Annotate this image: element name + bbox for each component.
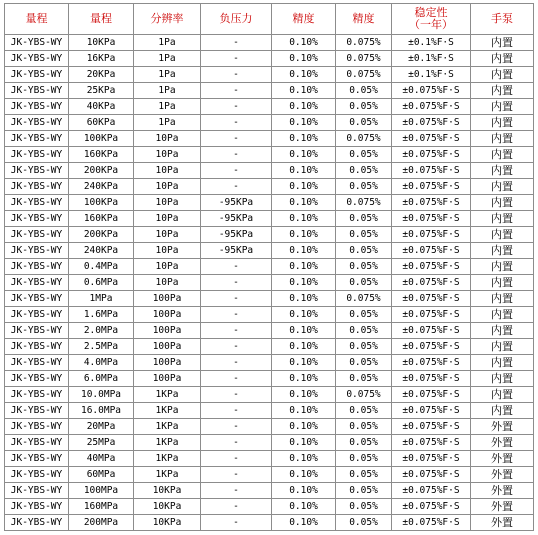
range-cell: 25KPa xyxy=(69,83,134,99)
negative-pressure-cell: - xyxy=(201,115,272,131)
model-cell: JK-YBS-WY xyxy=(5,195,69,211)
stability-cell: ±0.075%F·S xyxy=(392,147,471,163)
table-row xyxy=(5,355,534,371)
negative-pressure-cell: -95KPa xyxy=(201,195,272,211)
resolution-cell: 10Pa xyxy=(134,163,201,179)
model-cell: JK-YBS-WY xyxy=(5,307,69,323)
resolution-cell: 1Pa xyxy=(134,51,201,67)
model-cell: JK-YBS-WY xyxy=(5,483,69,499)
range-cell: 20KPa xyxy=(69,67,134,83)
table-row xyxy=(5,387,534,403)
model-cell: JK-YBS-WY xyxy=(5,515,69,531)
resolution-cell: 100Pa xyxy=(134,307,201,323)
hand-pump-cell: 内置 xyxy=(471,355,534,371)
table-row xyxy=(5,227,534,243)
resolution-cell: 10Pa xyxy=(134,131,201,147)
hand-pump-cell: 内置 xyxy=(471,339,534,355)
negative-pressure-cell: -95KPa xyxy=(201,227,272,243)
accuracy-2-cell: 0.05% xyxy=(336,115,392,131)
hand-pump-cell: 外置 xyxy=(471,499,534,515)
negative-pressure-cell: - xyxy=(201,451,272,467)
range-cell: 200MPa xyxy=(69,515,134,531)
range-cell: 20MPa xyxy=(69,419,134,435)
stability-cell: ±0.075%F·S xyxy=(392,227,471,243)
table-row xyxy=(5,515,534,531)
model-cell: JK-YBS-WY xyxy=(5,467,69,483)
model-cell: JK-YBS-WY xyxy=(5,451,69,467)
accuracy-2-cell: 0.05% xyxy=(336,451,392,467)
accuracy-cell: 0.10% xyxy=(272,163,336,179)
model-cell: JK-YBS-WY xyxy=(5,499,69,515)
resolution-cell: 1KPa xyxy=(134,451,201,467)
resolution-cell: 1KPa xyxy=(134,419,201,435)
pressure-calibrator-spec-table xyxy=(4,3,534,531)
model-cell: JK-YBS-WY xyxy=(5,275,69,291)
negative-pressure-cell: - xyxy=(201,179,272,195)
stability-cell: ±0.075%F·S xyxy=(392,515,471,531)
negative-pressure-cell: - xyxy=(201,387,272,403)
range-cell: 160MPa xyxy=(69,499,134,515)
spec-table-container xyxy=(4,3,534,531)
header-accuracy: 精度 xyxy=(272,4,336,35)
hand-pump-cell: 内置 xyxy=(471,243,534,259)
stability-cell: ±0.075%F·S xyxy=(392,211,471,227)
accuracy-2-cell: 0.05% xyxy=(336,163,392,179)
hand-pump-cell: 内置 xyxy=(471,67,534,83)
accuracy-2-cell: 0.075% xyxy=(336,291,392,307)
range-cell: 60MPa xyxy=(69,467,134,483)
resolution-cell: 10KPa xyxy=(134,483,201,499)
resolution-cell: 100Pa xyxy=(134,323,201,339)
hand-pump-cell: 内置 xyxy=(471,291,534,307)
accuracy-cell: 0.10% xyxy=(272,419,336,435)
resolution-cell: 100Pa xyxy=(134,339,201,355)
accuracy-2-cell: 0.05% xyxy=(336,179,392,195)
negative-pressure-cell: - xyxy=(201,339,272,355)
model-cell: JK-YBS-WY xyxy=(5,67,69,83)
hand-pump-cell: 内置 xyxy=(471,307,534,323)
accuracy-cell: 0.10% xyxy=(272,387,336,403)
range-cell: 0.6MPa xyxy=(69,275,134,291)
negative-pressure-cell: - xyxy=(201,291,272,307)
range-cell: 2.0MPa xyxy=(69,323,134,339)
header-stability xyxy=(392,4,471,35)
resolution-cell: 10Pa xyxy=(134,243,201,259)
stability-cell: ±0.075%F·S xyxy=(392,275,471,291)
accuracy-2-cell: 0.075% xyxy=(336,195,392,211)
negative-pressure-cell: - xyxy=(201,67,272,83)
accuracy-2-cell: 0.05% xyxy=(336,403,392,419)
resolution-cell: 10Pa xyxy=(134,275,201,291)
range-cell: 200KPa xyxy=(69,227,134,243)
hand-pump-cell: 内置 xyxy=(471,387,534,403)
range-cell: 4.0MPa xyxy=(69,355,134,371)
table-row xyxy=(5,339,534,355)
range-cell: 25MPa xyxy=(69,435,134,451)
stability-cell: ±0.075%F·S xyxy=(392,355,471,371)
stability-cell: ±0.075%F·S xyxy=(392,99,471,115)
table-row xyxy=(5,323,534,339)
model-cell: JK-YBS-WY xyxy=(5,435,69,451)
accuracy-2-cell: 0.05% xyxy=(336,211,392,227)
accuracy-cell: 0.10% xyxy=(272,515,336,531)
negative-pressure-cell: - xyxy=(201,163,272,179)
resolution-cell: 1KPa xyxy=(134,387,201,403)
accuracy-cell: 0.10% xyxy=(272,323,336,339)
hand-pump-cell: 内置 xyxy=(471,227,534,243)
negative-pressure-cell: - xyxy=(201,355,272,371)
table-row xyxy=(5,131,534,147)
range-cell: 100MPa xyxy=(69,483,134,499)
stability-cell: ±0.1%F·S xyxy=(392,67,471,83)
accuracy-2-cell: 0.075% xyxy=(336,35,392,51)
accuracy-cell: 0.10% xyxy=(272,179,336,195)
resolution-cell: 100Pa xyxy=(134,355,201,371)
stability-cell: ±0.075%F·S xyxy=(392,163,471,179)
accuracy-2-cell: 0.05% xyxy=(336,83,392,99)
model-cell: JK-YBS-WY xyxy=(5,355,69,371)
range-cell: 16KPa xyxy=(69,51,134,67)
hand-pump-cell: 内置 xyxy=(471,163,534,179)
hand-pump-cell: 外置 xyxy=(471,451,534,467)
accuracy-cell: 0.10% xyxy=(272,371,336,387)
model-cell: JK-YBS-WY xyxy=(5,83,69,99)
header-row xyxy=(5,4,534,35)
model-cell: JK-YBS-WY xyxy=(5,323,69,339)
table-body xyxy=(5,35,534,531)
resolution-cell: 10Pa xyxy=(134,195,201,211)
accuracy-2-cell: 0.05% xyxy=(336,355,392,371)
accuracy-cell: 0.10% xyxy=(272,227,336,243)
stability-cell: ±0.075%F·S xyxy=(392,435,471,451)
negative-pressure-cell: -95KPa xyxy=(201,243,272,259)
resolution-cell: 1KPa xyxy=(134,467,201,483)
resolution-cell: 10Pa xyxy=(134,179,201,195)
range-cell: 40KPa xyxy=(69,99,134,115)
hand-pump-cell: 内置 xyxy=(471,195,534,211)
resolution-cell: 100Pa xyxy=(134,371,201,387)
stability-cell: ±0.075%F·S xyxy=(392,243,471,259)
hand-pump-cell: 外置 xyxy=(471,419,534,435)
negative-pressure-cell: - xyxy=(201,51,272,67)
table-row xyxy=(5,51,534,67)
stability-cell: ±0.075%F·S xyxy=(392,131,471,147)
negative-pressure-cell: - xyxy=(201,371,272,387)
table-row xyxy=(5,275,534,291)
resolution-cell: 10KPa xyxy=(134,515,201,531)
range-cell: 40MPa xyxy=(69,451,134,467)
hand-pump-cell: 内置 xyxy=(471,99,534,115)
table-row xyxy=(5,499,534,515)
negative-pressure-cell: - xyxy=(201,323,272,339)
accuracy-cell: 0.10% xyxy=(272,35,336,51)
hand-pump-cell: 内置 xyxy=(471,323,534,339)
hand-pump-cell: 内置 xyxy=(471,211,534,227)
range-cell: 240KPa xyxy=(69,179,134,195)
accuracy-cell: 0.10% xyxy=(272,275,336,291)
resolution-cell: 10Pa xyxy=(134,147,201,163)
stability-cell: ±0.075%F·S xyxy=(392,371,471,387)
model-cell: JK-YBS-WY xyxy=(5,147,69,163)
resolution-cell: 10Pa xyxy=(134,211,201,227)
accuracy-cell: 0.10% xyxy=(272,195,336,211)
range-cell: 60KPa xyxy=(69,115,134,131)
header-range: 量程 xyxy=(69,4,134,35)
stability-cell: ±0.075%F·S xyxy=(392,115,471,131)
accuracy-2-cell: 0.05% xyxy=(336,371,392,387)
hand-pump-cell: 内置 xyxy=(471,35,534,51)
stability-cell: ±0.1%F·S xyxy=(392,35,471,51)
stability-cell: ±0.075%F·S xyxy=(392,451,471,467)
range-cell: 6.0MPa xyxy=(69,371,134,387)
negative-pressure-cell: - xyxy=(201,435,272,451)
range-cell: 0.4MPa xyxy=(69,259,134,275)
negative-pressure-cell: - xyxy=(201,483,272,499)
header-stability-line1: 稳定性 xyxy=(414,6,448,19)
range-cell: 200KPa xyxy=(69,163,134,179)
stability-cell: ±0.075%F·S xyxy=(392,403,471,419)
accuracy-cell: 0.10% xyxy=(272,499,336,515)
negative-pressure-cell: - xyxy=(201,131,272,147)
accuracy-cell: 0.10% xyxy=(272,115,336,131)
accuracy-2-cell: 0.05% xyxy=(336,515,392,531)
model-cell: JK-YBS-WY xyxy=(5,291,69,307)
accuracy-cell: 0.10% xyxy=(272,211,336,227)
table-row xyxy=(5,307,534,323)
header-stability-line2: （一年） xyxy=(409,18,453,31)
accuracy-cell: 0.10% xyxy=(272,355,336,371)
model-cell: JK-YBS-WY xyxy=(5,179,69,195)
negative-pressure-cell: -95KPa xyxy=(201,211,272,227)
model-cell: JK-YBS-WY xyxy=(5,227,69,243)
hand-pump-cell: 内置 xyxy=(471,51,534,67)
resolution-cell: 10KPa xyxy=(134,499,201,515)
stability-cell: ±0.075%F·S xyxy=(392,419,471,435)
header-negative-pressure: 负压力 xyxy=(201,4,272,35)
accuracy-2-cell: 0.05% xyxy=(336,499,392,515)
accuracy-2-cell: 0.075% xyxy=(336,387,392,403)
negative-pressure-cell: - xyxy=(201,275,272,291)
table-row xyxy=(5,99,534,115)
accuracy-cell: 0.10% xyxy=(272,403,336,419)
hand-pump-cell: 内置 xyxy=(471,115,534,131)
range-cell: 160KPa xyxy=(69,211,134,227)
hand-pump-cell: 内置 xyxy=(471,83,534,99)
table-row xyxy=(5,163,534,179)
negative-pressure-cell: - xyxy=(201,307,272,323)
accuracy-cell: 0.10% xyxy=(272,435,336,451)
negative-pressure-cell: - xyxy=(201,147,272,163)
table-row xyxy=(5,467,534,483)
header-resolution: 分辨率 xyxy=(134,4,201,35)
resolution-cell: 10Pa xyxy=(134,227,201,243)
model-cell: JK-YBS-WY xyxy=(5,259,69,275)
stability-cell: ±0.075%F·S xyxy=(392,83,471,99)
accuracy-2-cell: 0.05% xyxy=(336,419,392,435)
accuracy-2-cell: 0.075% xyxy=(336,51,392,67)
resolution-cell: 1Pa xyxy=(134,99,201,115)
accuracy-cell: 0.10% xyxy=(272,243,336,259)
negative-pressure-cell: - xyxy=(201,259,272,275)
stability-cell: ±0.075%F·S xyxy=(392,195,471,211)
range-cell: 16.0MPa xyxy=(69,403,134,419)
model-cell: JK-YBS-WY xyxy=(5,419,69,435)
accuracy-2-cell: 0.05% xyxy=(336,243,392,259)
table-row xyxy=(5,403,534,419)
accuracy-2-cell: 0.05% xyxy=(336,307,392,323)
stability-cell: ±0.075%F·S xyxy=(392,179,471,195)
resolution-cell: 10Pa xyxy=(134,259,201,275)
model-cell: JK-YBS-WY xyxy=(5,387,69,403)
accuracy-2-cell: 0.075% xyxy=(336,67,392,83)
accuracy-cell: 0.10% xyxy=(272,51,336,67)
hand-pump-cell: 外置 xyxy=(471,515,534,531)
hand-pump-cell: 内置 xyxy=(471,371,534,387)
table-row xyxy=(5,35,534,51)
accuracy-cell: 0.10% xyxy=(272,131,336,147)
accuracy-2-cell: 0.05% xyxy=(336,275,392,291)
hand-pump-cell: 内置 xyxy=(471,275,534,291)
table-row xyxy=(5,483,534,499)
header-model: 量程 xyxy=(5,4,69,35)
hand-pump-cell: 内置 xyxy=(471,179,534,195)
stability-cell: ±0.075%F·S xyxy=(392,499,471,515)
hand-pump-cell: 内置 xyxy=(471,403,534,419)
model-cell: JK-YBS-WY xyxy=(5,131,69,147)
accuracy-cell: 0.10% xyxy=(272,67,336,83)
table-row xyxy=(5,147,534,163)
model-cell: JK-YBS-WY xyxy=(5,99,69,115)
stability-cell: ±0.075%F·S xyxy=(392,339,471,355)
stability-cell: ±0.075%F·S xyxy=(392,259,471,275)
accuracy-2-cell: 0.05% xyxy=(336,467,392,483)
negative-pressure-cell: - xyxy=(201,99,272,115)
table-row xyxy=(5,67,534,83)
negative-pressure-cell: - xyxy=(201,499,272,515)
accuracy-cell: 0.10% xyxy=(272,467,336,483)
accuracy-cell: 0.10% xyxy=(272,291,336,307)
negative-pressure-cell: - xyxy=(201,35,272,51)
accuracy-2-cell: 0.05% xyxy=(336,483,392,499)
negative-pressure-cell: - xyxy=(201,83,272,99)
hand-pump-cell: 内置 xyxy=(471,259,534,275)
table-row xyxy=(5,243,534,259)
range-cell: 100KPa xyxy=(69,131,134,147)
hand-pump-cell: 内置 xyxy=(471,147,534,163)
table-header xyxy=(5,4,534,35)
table-row xyxy=(5,259,534,275)
stability-cell: ±0.075%F·S xyxy=(392,307,471,323)
header-hand-pump: 手泵 xyxy=(471,4,534,35)
hand-pump-cell: 内置 xyxy=(471,131,534,147)
table-row xyxy=(5,291,534,307)
model-cell: JK-YBS-WY xyxy=(5,115,69,131)
stability-cell: ±0.075%F·S xyxy=(392,387,471,403)
accuracy-2-cell: 0.05% xyxy=(336,323,392,339)
accuracy-2-cell: 0.075% xyxy=(336,131,392,147)
accuracy-cell: 0.10% xyxy=(272,451,336,467)
accuracy-2-cell: 0.05% xyxy=(336,259,392,275)
table-row xyxy=(5,435,534,451)
range-cell: 1.6MPa xyxy=(69,307,134,323)
model-cell: JK-YBS-WY xyxy=(5,371,69,387)
negative-pressure-cell: - xyxy=(201,515,272,531)
table-row xyxy=(5,211,534,227)
range-cell: 10.0MPa xyxy=(69,387,134,403)
negative-pressure-cell: - xyxy=(201,403,272,419)
model-cell: JK-YBS-WY xyxy=(5,403,69,419)
table-row xyxy=(5,115,534,131)
accuracy-2-cell: 0.05% xyxy=(336,99,392,115)
range-cell: 1MPa xyxy=(69,291,134,307)
model-cell: JK-YBS-WY xyxy=(5,339,69,355)
range-cell: 240KPa xyxy=(69,243,134,259)
model-cell: JK-YBS-WY xyxy=(5,163,69,179)
resolution-cell: 1Pa xyxy=(134,35,201,51)
resolution-cell: 100Pa xyxy=(134,291,201,307)
hand-pump-cell: 外置 xyxy=(471,483,534,499)
range-cell: 2.5MPa xyxy=(69,339,134,355)
range-cell: 160KPa xyxy=(69,147,134,163)
accuracy-cell: 0.10% xyxy=(272,307,336,323)
range-cell: 100KPa xyxy=(69,195,134,211)
stability-cell: ±0.075%F·S xyxy=(392,467,471,483)
model-cell: JK-YBS-WY xyxy=(5,243,69,259)
accuracy-cell: 0.10% xyxy=(272,99,336,115)
table-row xyxy=(5,451,534,467)
stability-cell: ±0.075%F·S xyxy=(392,483,471,499)
model-cell: JK-YBS-WY xyxy=(5,35,69,51)
resolution-cell: 1Pa xyxy=(134,115,201,131)
hand-pump-cell: 外置 xyxy=(471,467,534,483)
model-cell: JK-YBS-WY xyxy=(5,211,69,227)
table-row xyxy=(5,83,534,99)
table-row xyxy=(5,179,534,195)
table-row xyxy=(5,419,534,435)
resolution-cell: 1Pa xyxy=(134,67,201,83)
resolution-cell: 1KPa xyxy=(134,435,201,451)
accuracy-2-cell: 0.05% xyxy=(336,435,392,451)
accuracy-cell: 0.10% xyxy=(272,259,336,275)
accuracy-cell: 0.10% xyxy=(272,147,336,163)
range-cell: 10KPa xyxy=(69,35,134,51)
stability-cell: ±0.075%F·S xyxy=(392,291,471,307)
table-row xyxy=(5,195,534,211)
accuracy-2-cell: 0.05% xyxy=(336,147,392,163)
model-cell: JK-YBS-WY xyxy=(5,51,69,67)
resolution-cell: 1Pa xyxy=(134,83,201,99)
accuracy-2-cell: 0.05% xyxy=(336,339,392,355)
stability-cell: ±0.075%F·S xyxy=(392,323,471,339)
header-accuracy-2: 精度 xyxy=(336,4,392,35)
resolution-cell: 1KPa xyxy=(134,403,201,419)
table-row xyxy=(5,371,534,387)
accuracy-2-cell: 0.05% xyxy=(336,227,392,243)
accuracy-cell: 0.10% xyxy=(272,83,336,99)
stability-cell: ±0.1%F·S xyxy=(392,51,471,67)
hand-pump-cell: 外置 xyxy=(471,435,534,451)
negative-pressure-cell: - xyxy=(201,467,272,483)
accuracy-cell: 0.10% xyxy=(272,483,336,499)
negative-pressure-cell: - xyxy=(201,419,272,435)
accuracy-cell: 0.10% xyxy=(272,339,336,355)
